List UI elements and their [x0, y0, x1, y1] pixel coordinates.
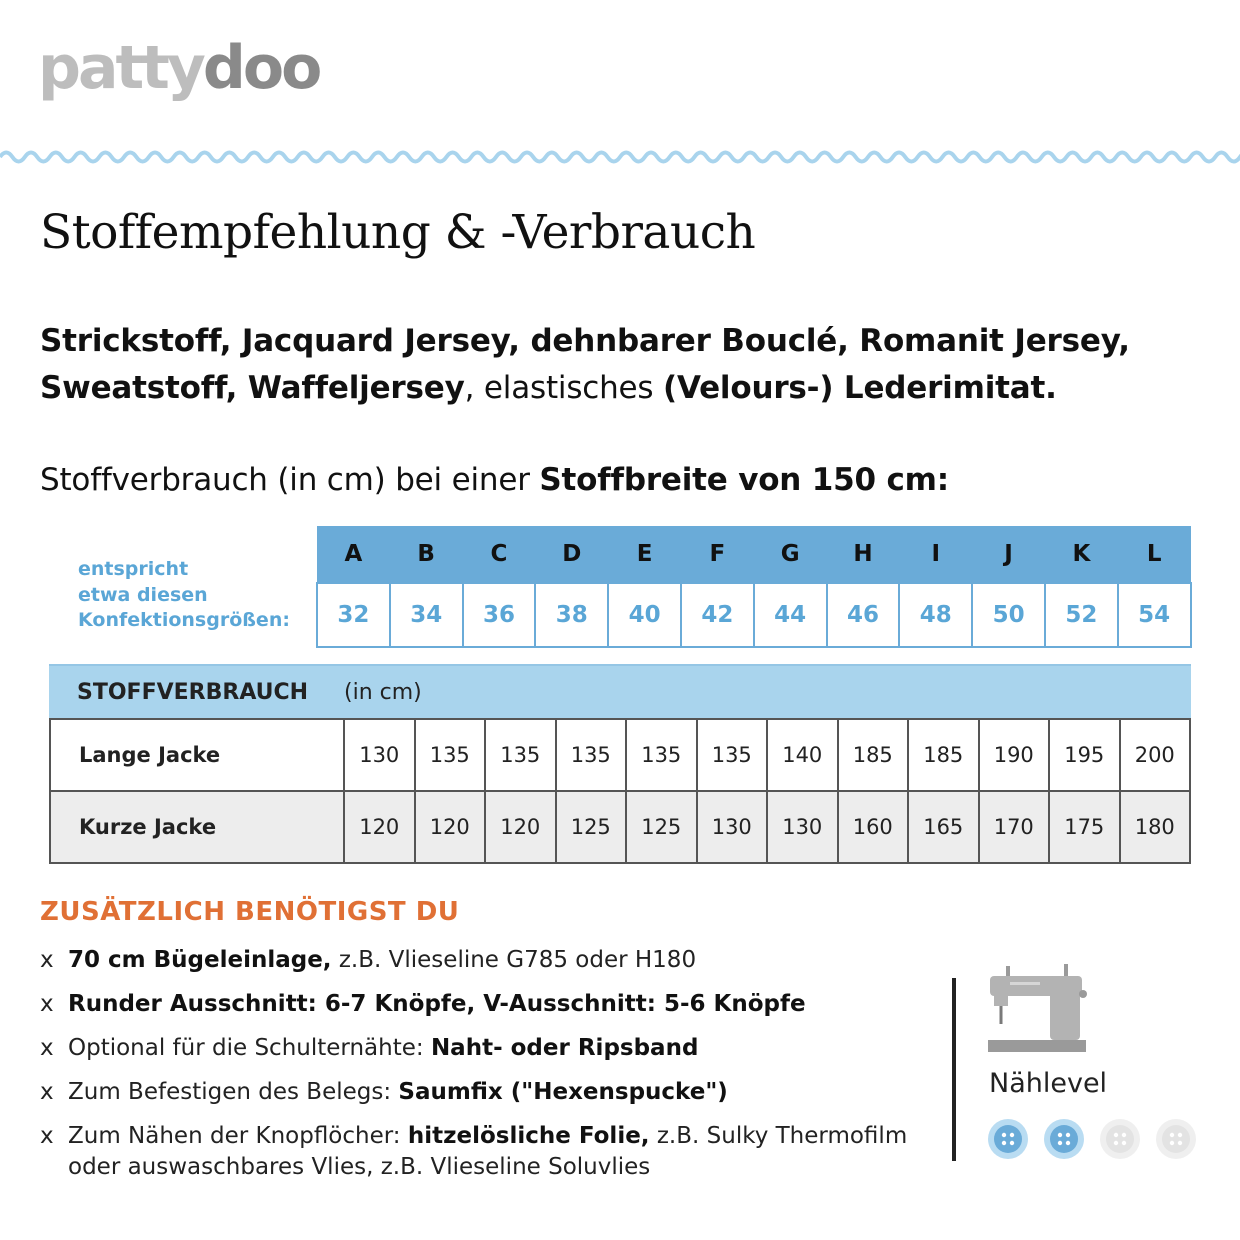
list-item — [40, 1121, 920, 1183]
logo-light: patty — [38, 33, 203, 103]
size-label-line2: etwa diesen — [78, 583, 208, 606]
bullet-x: x — [40, 991, 54, 1017]
size-number: 36 — [463, 583, 536, 647]
size-letter: A — [317, 526, 390, 583]
usage-cell: 125 — [556, 791, 627, 863]
list-item — [40, 1077, 920, 1108]
usage-cell: 195 — [1049, 719, 1120, 791]
usage-cell: 140 — [767, 719, 838, 791]
size-number: 44 — [754, 583, 827, 647]
usage-cell: 160 — [838, 791, 909, 863]
item-text: Zum Nähen der Knopflöcher: — [68, 1123, 408, 1149]
extras-heading: ZUSÄTZLICH BENÖTIGST DU — [40, 897, 460, 927]
usage-header-bold: STOFFVERBRAUCH — [77, 680, 309, 705]
fabric-line2-normal: , elastisches — [464, 370, 664, 406]
size-label — [78, 557, 290, 634]
sewing-button-icon-inactive — [1100, 1119, 1140, 1159]
list-item — [40, 989, 920, 1020]
extras-list — [40, 945, 920, 1196]
size-number-row — [317, 583, 1191, 647]
bullet-x: x — [40, 947, 54, 973]
size-letter: L — [1118, 526, 1191, 583]
sewing-button-icon-active — [988, 1119, 1028, 1159]
size-number: 54 — [1118, 583, 1191, 647]
usage-intro-bold: Stoffbreite von 150 cm: — [539, 462, 949, 498]
size-letter: D — [535, 526, 608, 583]
usage-cell: 185 — [838, 719, 909, 791]
bullet-x: x — [40, 1079, 54, 1105]
sewing-level-rating — [987, 1117, 1202, 1163]
size-letter: I — [899, 526, 972, 583]
row-label: Lange Jacke — [50, 719, 344, 791]
usage-cell: 190 — [979, 719, 1050, 791]
size-letter: G — [754, 526, 827, 583]
fabric-line2a: Sweatstoff, Waffeljersey — [40, 370, 465, 406]
bullet-x: x — [40, 1035, 54, 1061]
usage-intro — [40, 462, 949, 498]
usage-cell: 200 — [1120, 719, 1191, 791]
usage-cell: 135 — [415, 719, 486, 791]
size-number: 52 — [1045, 583, 1118, 647]
usage-header-unit: (in cm) — [344, 680, 422, 705]
usage-cell: 130 — [344, 719, 415, 791]
usage-cell: 135 — [485, 719, 556, 791]
usage-cell: 130 — [767, 791, 838, 863]
size-letter: H — [827, 526, 900, 583]
size-letter-row — [317, 526, 1191, 583]
size-letter: E — [608, 526, 681, 583]
usage-cell: 125 — [626, 791, 697, 863]
bullet-x: x — [40, 1123, 54, 1149]
fabric-line2b: (Velours-) Lederimitat. — [663, 370, 1057, 406]
usage-intro-normal: Stoffverbrauch (in cm) bei einer — [40, 462, 540, 498]
size-letter: F — [681, 526, 754, 583]
item-bold-text: hitzelösliche Folie, — [407, 1123, 650, 1149]
size-number: 46 — [827, 583, 900, 647]
usage-cell: 120 — [415, 791, 486, 863]
fabric-recommendation — [40, 318, 1210, 412]
table-row — [50, 791, 1190, 863]
size-letter: K — [1045, 526, 1118, 583]
brand-logo — [38, 33, 320, 103]
usage-cell: 180 — [1120, 791, 1191, 863]
logo-dark: doo — [202, 33, 320, 103]
size-number: 38 — [535, 583, 608, 647]
size-letter: J — [972, 526, 1045, 583]
usage-cell: 170 — [979, 791, 1050, 863]
fabric-line1: Strickstoff, Jacquard Jersey, dehnbarer Bouclé, Romanit Jersey, — [40, 323, 1130, 359]
item-text: Optional für die Schulternähte: — [68, 1035, 431, 1061]
sewing-button-icon-active — [1044, 1119, 1084, 1159]
usage-cell: 120 — [485, 791, 556, 863]
usage-cell: 185 — [908, 719, 979, 791]
item-text: Zum Befestigen des Belegs: — [68, 1079, 399, 1105]
usage-table-header — [49, 664, 1191, 720]
size-number: 42 — [681, 583, 754, 647]
size-label-line1: entspricht — [78, 558, 189, 580]
size-table — [316, 526, 1192, 648]
item-bold-text: Naht- oder Ripsband — [430, 1035, 699, 1061]
size-number: 48 — [899, 583, 972, 647]
size-number: 34 — [390, 583, 463, 647]
usage-cell: 135 — [626, 719, 697, 791]
sewing-level-label: Nählevel — [989, 1068, 1108, 1099]
item-bold-text: 70 cm Bügeleinlage, — [68, 947, 332, 973]
size-number: 40 — [608, 583, 681, 647]
size-number: 50 — [972, 583, 1045, 647]
item-text: z.B. Vlieseline G785 oder H180 — [331, 947, 697, 973]
list-item — [40, 1033, 920, 1064]
size-number: 32 — [317, 583, 390, 647]
table-row — [50, 719, 1190, 791]
usage-cell: 135 — [697, 719, 768, 791]
usage-cell: 130 — [697, 791, 768, 863]
size-label-line3: Konfektionsgrößen: — [78, 609, 290, 631]
list-item — [40, 945, 920, 976]
usage-table — [49, 718, 1191, 864]
size-letter: B — [390, 526, 463, 583]
wave-divider — [0, 142, 1240, 172]
sewing-machine-icon — [988, 962, 1088, 1054]
vertical-divider — [952, 978, 956, 1161]
size-letter: C — [463, 526, 536, 583]
sewing-button-icon-inactive — [1156, 1119, 1196, 1159]
row-label: Kurze Jacke — [50, 791, 344, 863]
usage-cell: 175 — [1049, 791, 1120, 863]
item-text: z.B. Sulky Thermofilm oder auswaschbares Vlies, z.B. Vlieseline Soluvlies — [68, 1123, 908, 1180]
usage-cell: 165 — [908, 791, 979, 863]
item-bold-text: Saumfix ("Hexenspucke") — [398, 1079, 728, 1105]
usage-cell: 120 — [344, 791, 415, 863]
item-bold-text: Runder Ausschnitt: 6-7 Knöpfe, V-Ausschnitt: 5-6 Knöpfe — [68, 991, 806, 1017]
page-title: Stoffempfehlung & -Verbrauch — [40, 205, 756, 260]
usage-cell: 135 — [556, 719, 627, 791]
